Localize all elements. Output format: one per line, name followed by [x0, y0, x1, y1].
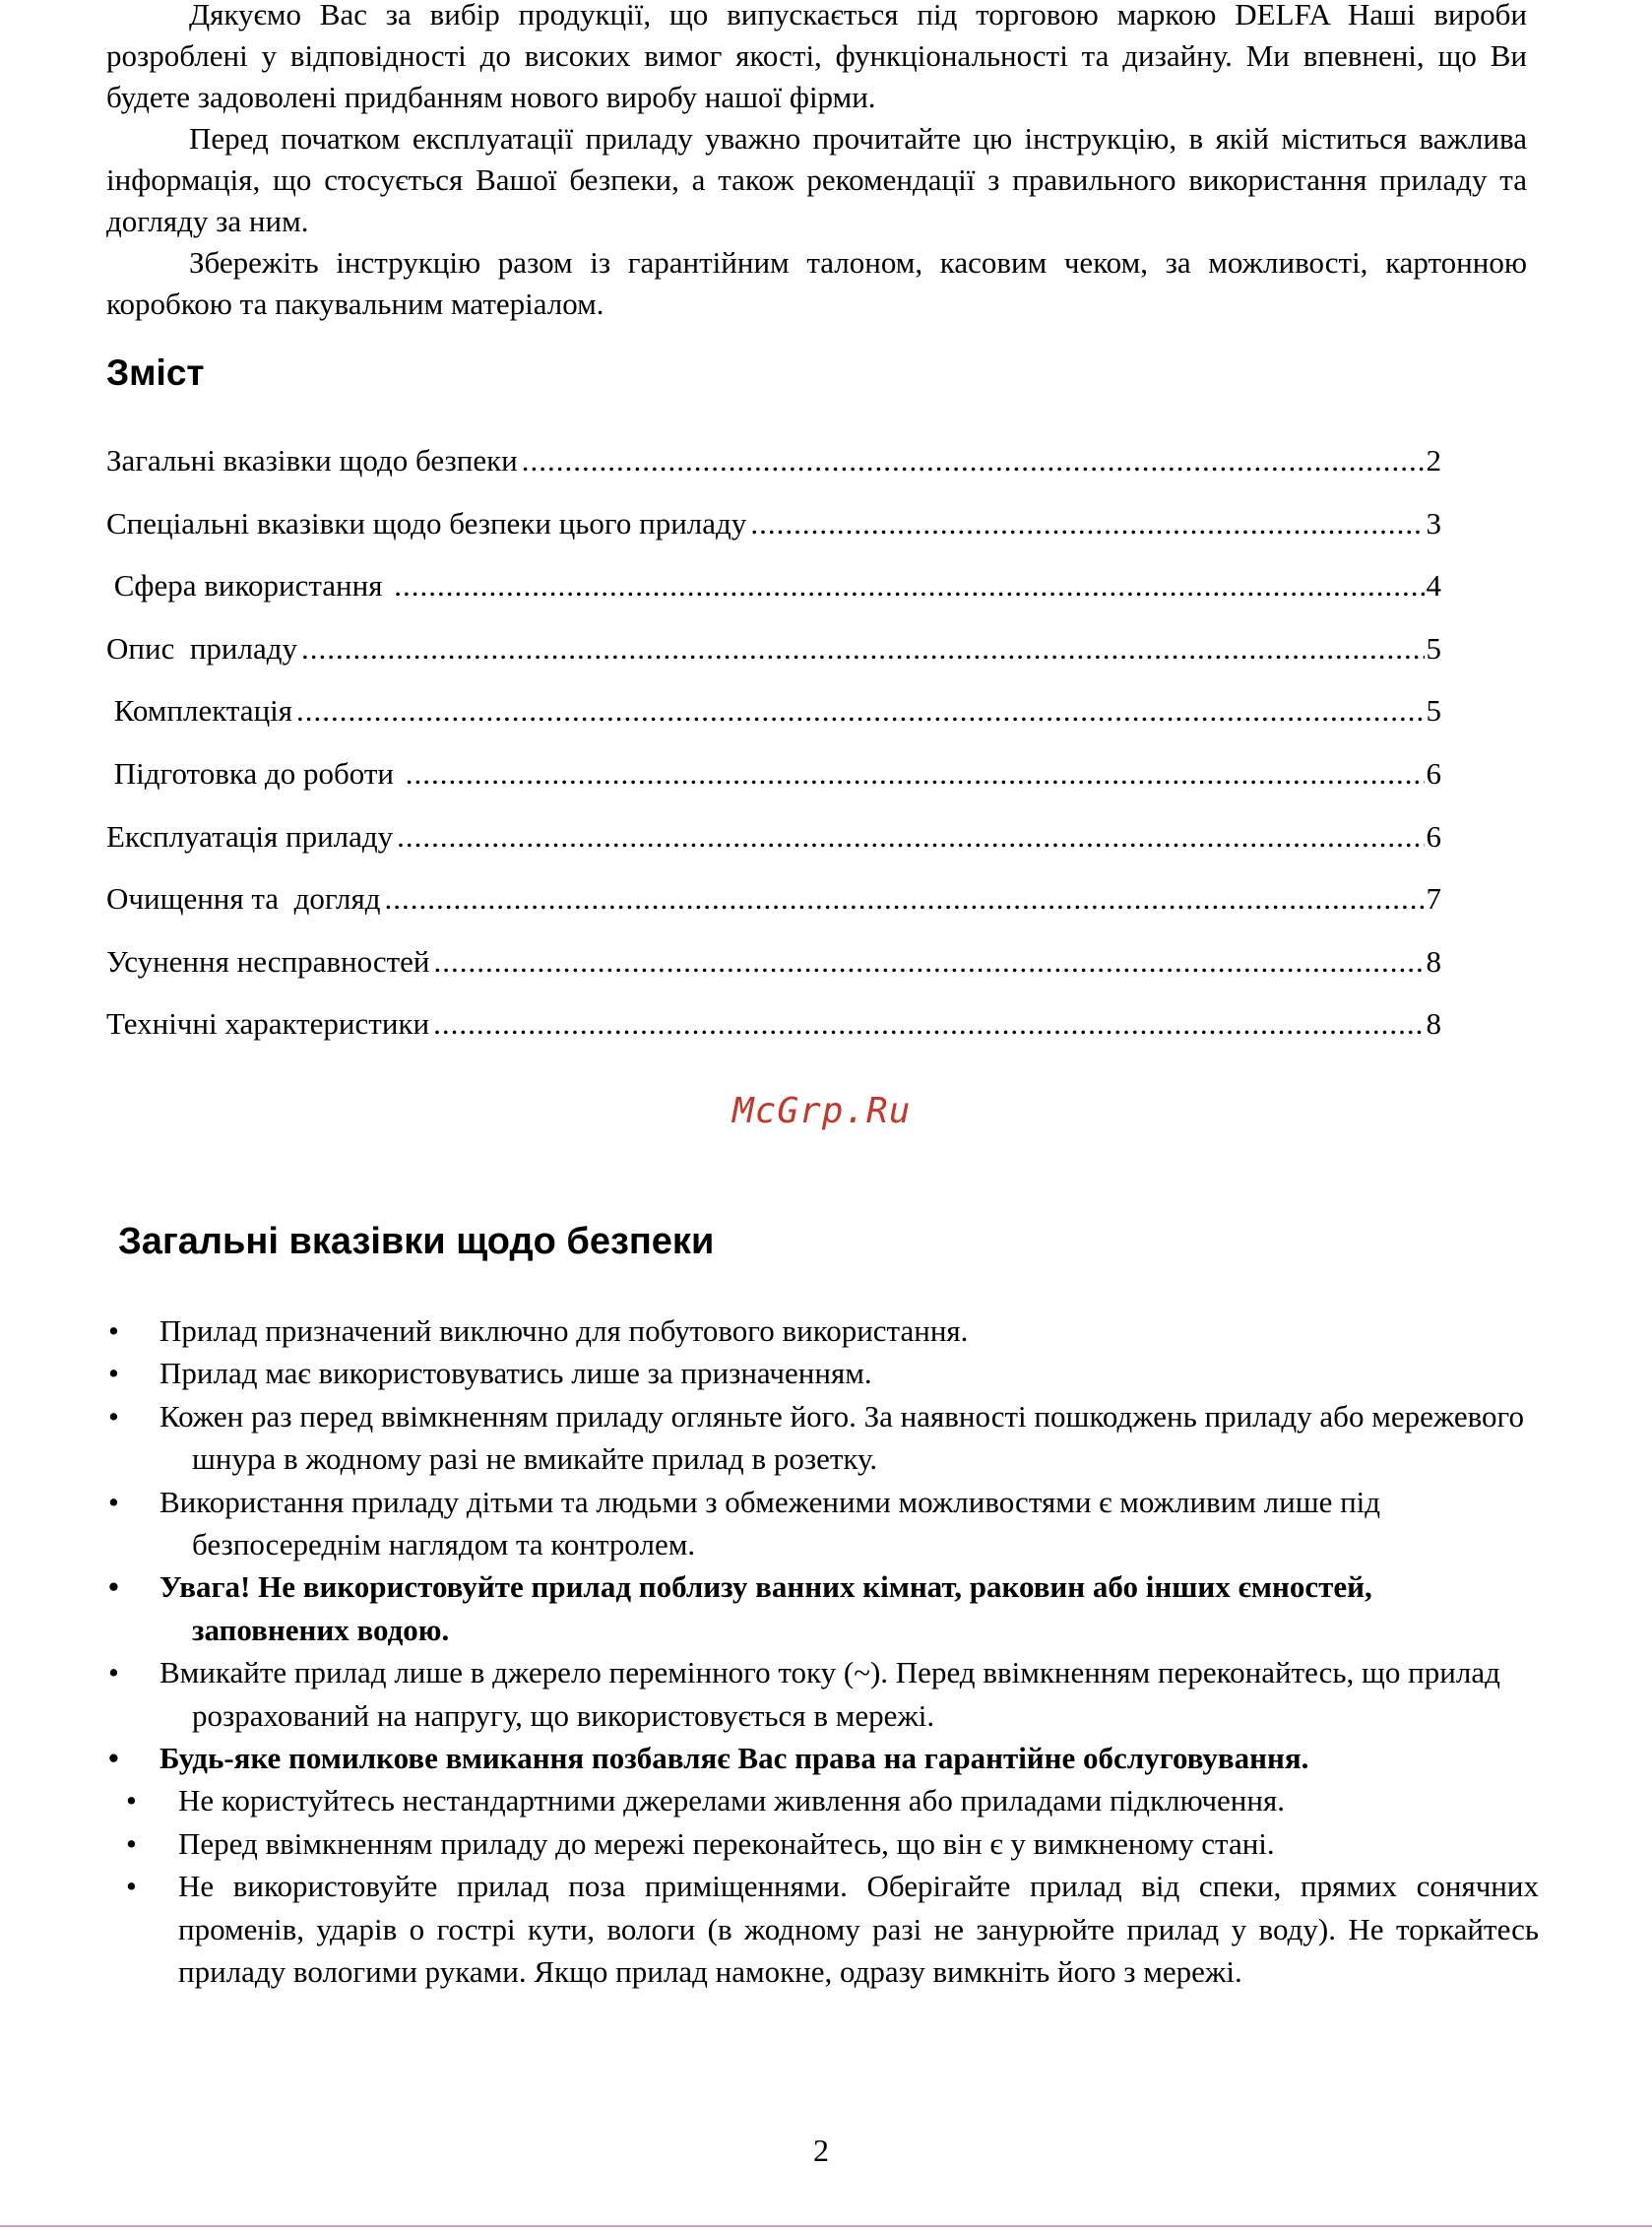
- toc-item-title: Підготовка до роботи: [106, 755, 402, 791]
- toc-item-page: 7: [1426, 881, 1441, 917]
- toc-heading: Зміст: [106, 352, 205, 393]
- toc-leader: [433, 1004, 1424, 1044]
- toc-item[interactable]: [106, 691, 1441, 754]
- intro-section: [106, 0, 1527, 325]
- list-item-text: Перед ввімкненням приладу до мережі переконайтесь, що він є у вимкненому стані.: [178, 1825, 1275, 1861]
- toc-item[interactable]: [106, 817, 1441, 880]
- table-of-contents: [106, 441, 1441, 1067]
- toc-item-page: 3: [1426, 505, 1441, 541]
- toc-item-page: 5: [1426, 693, 1441, 729]
- toc-item[interactable]: [106, 629, 1441, 692]
- toc-item-page: 6: [1426, 818, 1441, 854]
- toc-item[interactable]: [106, 754, 1441, 817]
- list-item-warning: [0, 1737, 1652, 1779]
- toc-item-title: Експлуатація приладу: [106, 818, 394, 854]
- toc-item[interactable]: [106, 1004, 1441, 1067]
- toc-item[interactable]: [106, 879, 1441, 942]
- toc-item-page: 4: [1426, 568, 1441, 604]
- toc-leader: [394, 566, 1424, 606]
- toc-item-title: Загальні вказівки щодо безпеки: [106, 443, 518, 478]
- list-item: [0, 1395, 1652, 1481]
- intro-paragraph-1: Дякуємо Вас за вибір продукції, що випускається під торговою маркою DELFA Наші вироби розроблені у відповідності до високих вимог якості, функціональності та дизайну. Ми впевнені, що Ви будете задоволені придбанням нового виробу нашої фірми.: [106, 0, 1527, 114]
- list-item-text: Прилад має використовуватись лише за призначенням.: [159, 1356, 872, 1391]
- watermark-text: McGrp.Ru: [732, 1091, 912, 1131]
- bullet-icon: •: [126, 1869, 137, 1904]
- bullet-icon: •: [108, 1569, 119, 1605]
- bullet-icon: •: [108, 1398, 119, 1434]
- bullet-icon: •: [126, 1783, 137, 1818]
- toc-item[interactable]: [106, 566, 1441, 629]
- toc-item[interactable]: [106, 942, 1441, 1005]
- toc-item-page: 2: [1426, 443, 1441, 478]
- toc-item-title: Комплектація: [106, 693, 293, 729]
- list-item-text: Увага! Не використовуйте прилад поблизу ванних кімнат, раковин або інших ємностей, заповнених водою.: [159, 1569, 1372, 1647]
- page-number: 2: [813, 2133, 829, 2168]
- list-item: [0, 1779, 1652, 1821]
- toc-item[interactable]: [106, 504, 1441, 567]
- bullet-icon: •: [126, 1825, 137, 1861]
- bullet-icon: •: [108, 1484, 119, 1519]
- toc-item-title: Технічні характеристики: [106, 1006, 430, 1042]
- list-item-warning: [0, 1565, 1652, 1651]
- toc-item-title: Сфера використання: [106, 568, 391, 604]
- toc-leader: [301, 629, 1424, 669]
- list-item-text: Не використовуйте прилад поза приміщеннями. Оберігайте прилад від спеки, прямих сонячних променів, ударів о гострі кути, вологи (в жодному разі не занурюйте прилад у воду). Не торкайтесь приладу вологими руками. Якщо прилад намокне, одразу вимкніть його з мережі.: [178, 1869, 1539, 1990]
- safety-list: [0, 1309, 1652, 1994]
- list-item: [0, 1822, 1652, 1865]
- safety-heading: Загальні вказівки щодо безпеки: [118, 1221, 715, 1262]
- toc-leader: [522, 441, 1425, 480]
- toc-leader: [397, 817, 1424, 857]
- list-item: [0, 1651, 1652, 1737]
- toc-leader: [750, 504, 1424, 543]
- list-item-text: Не користуйтесь нестандартними джерелами живлення або приладами підключення.: [178, 1783, 1285, 1818]
- toc-item-title: Очищення та догляд: [106, 881, 381, 917]
- toc-leader: [406, 754, 1425, 794]
- toc-item[interactable]: [106, 441, 1441, 504]
- toc-leader: [296, 691, 1424, 731]
- list-item-text: Будь-яке помилкове вмикання позбавляє Вас права на гарантійне обслуговування.: [159, 1741, 1309, 1776]
- toc-leader: [385, 879, 1425, 919]
- bullet-icon: •: [108, 1356, 119, 1391]
- list-item: [0, 1481, 1652, 1566]
- toc-leader: [434, 942, 1425, 982]
- toc-item-title: Усунення несправностей: [106, 943, 430, 979]
- bullet-icon: •: [108, 1313, 119, 1348]
- list-item: [0, 1352, 1652, 1394]
- list-item: [0, 1309, 1652, 1352]
- toc-item-page: 8: [1426, 943, 1441, 979]
- toc-item-title: Опис приладу: [106, 630, 298, 666]
- list-item-text: Використання приладу дітьми та людьми з обмеженими можливостями є можливим лише під безпосереднім наглядом та контролем.: [159, 1484, 1381, 1562]
- toc-item-page: 8: [1426, 1006, 1441, 1042]
- list-item: [0, 1865, 1652, 1993]
- list-item-text: Прилад призначений виключно для побутового використання.: [159, 1313, 969, 1348]
- toc-item-title: Спеціальні вказівки щодо безпеки цього приладу: [106, 505, 747, 541]
- toc-item-page: 6: [1426, 755, 1441, 791]
- list-item-text: Кожен раз перед ввімкненням приладу огляньте його. За наявності пошкоджень приладу або мережевого шнура в жодному разі не вмикайте прилад в розетку.: [159, 1398, 1524, 1477]
- bullet-icon: •: [108, 1655, 119, 1690]
- bottom-divider: [0, 2225, 1652, 2227]
- toc-item-page: 5: [1426, 630, 1441, 666]
- intro-paragraph-3: Збережіть інструкцію разом із гарантійним талоном, касовим чеком, за можливості, картонною коробкою та пакувальним матеріалом.: [106, 245, 1527, 321]
- list-item-text: Вмикайте прилад лише в джерело перемінного току (~). Перед ввімкненням переконайтесь, що прилад розрахований на напругу, що використовується в мережі.: [159, 1655, 1500, 1733]
- intro-paragraph-2: Перед початком експлуатації приладу уважно прочитайте цю інструкцію, в якій міститься важлива інформація, що стосується Вашої безпеки, а також рекомендації з правильного використання приладу та догляду за ним.: [106, 121, 1527, 238]
- bullet-icon: •: [108, 1741, 119, 1776]
